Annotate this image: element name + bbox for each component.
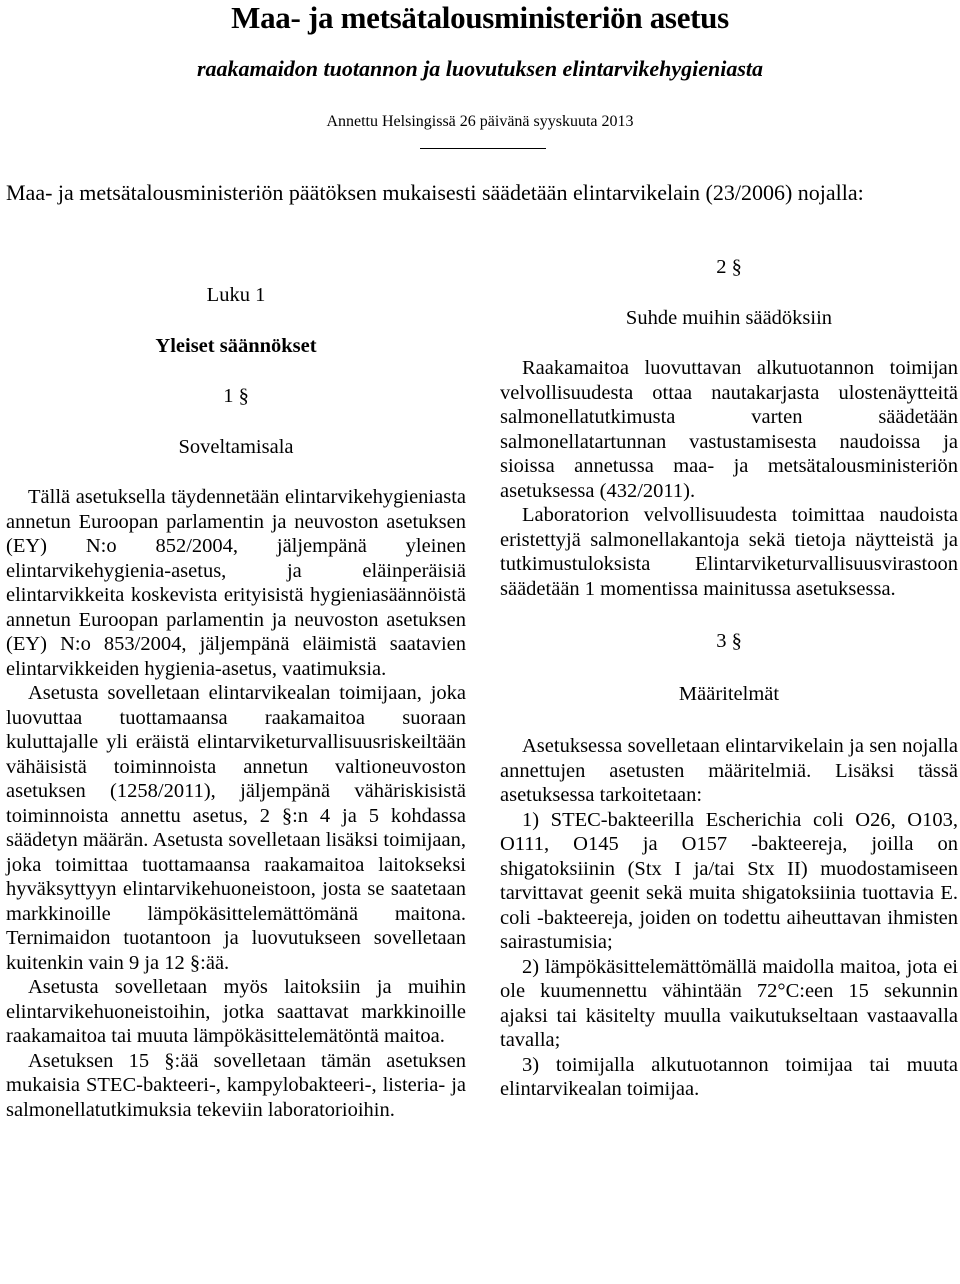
right-column bbox=[500, 255, 958, 1102]
section-2-paragraph-2: Laboratorion velvollisuudesta toimittaa naudoista eristettyjä salmonellakantoja sekä tietoja näytteistä ja tutkimustuloksista Elintarviketurvallisuusvirastoon säädetään 1 momentissa mainitussa asetuksessa. bbox=[500, 504, 958, 600]
definition-item-1: 1) STEC-bakteerilla Escherichia coli O26, O103, O111, O145 ja O157 -bakteereja, joilla on shigatoksiinin (Stx I ja/tai Stx II) muodostamiseen tarvittavat geenit sekä muita shigatoksiinia tuottavia E. coli -bakteereja, joiden on todettu aiheuttavan ihmisten sairastumisia; bbox=[500, 808, 958, 953]
section-2-number: 2 § bbox=[716, 256, 742, 278]
definition-item-2: 2) lämpökäsittelemättömällä maidolla maitoa, jota ei ole kuumennettu vähintään 72°C:een 15 sekunnin ajaksi tai käsitelty muulla vaikutukseltaan vastaavalla tavalla; bbox=[500, 955, 958, 1051]
section-2-paragraph-1: Raakamaitoa luovuttavan alkutuotannon toimijan velvollisuudesta ottaa nautakarjasta ulostenäytteitä salmonellatutkimusta varten säädetään salmonellatartunnan vastustamisesta naudoissa ja sioissa annetussa maa- ja metsätalousministeriön asetuksessa (432/2011). bbox=[500, 357, 958, 502]
section-1-paragraph-2: Asetusta sovelletaan elintarvikealan toimijaan, joka luovuttaa tuottamaansa raakamaitoa suoraan kuluttajalle yli eräistä elintarviketurvallisuusriskeiltään vähäisistä toiminnoista annetun valtioneuvoston asetuksen (1258/2011), jäljempänä vähäriskisistä toiminnoista annettu asetus, 2 §:n 4 ja 5 kohdassa säädetyn määrän. Asetusta sovelletaan lisäksi toimijaan, joka toimittaa tuottamaansa raakamaitoa laitokseksi hyväksyttyyn elintarvikehuoneistoon, josta se saatetaan markkinoille lämpökäsittelemättömänä maitona. Ternimaidon tuotantoon ja luovutukseen sovelletaan kuitenkin vain 9 ja 12 §:ää. bbox=[6, 682, 466, 974]
section-1-title: Soveltamisala bbox=[178, 435, 294, 458]
document-subtitle: raakamaidon tuotannon ja luovutuksen elintarvikehygieniasta bbox=[197, 56, 763, 81]
section-1-paragraph-1: Tällä asetuksella täydennetään elintarvikehygieniasta annetun Euroopan parlamentin ja neuvoston asetuksen (EY) N:o 852/2004, jäljempänä yleinen elintarvikehygienia-asetus, ja eläinperäisiä elintarvikkeita koskevista erityisistä hygieniasäännöistä annetun Euroopan parlamentin ja neuvoston asetuksen (EY) N:o 853/2004, jäljempänä eläimistä saatavien elintarvikkeiden hygienia-asetus, vaatimuksia. bbox=[6, 486, 466, 680]
section-3-paragraph: Asetuksessa sovelletaan elintarvikelain ja sen nojalla annettujen asetusten määritelmiä. Lisäksi tässä asetuksessa tarkoitetaan: bbox=[500, 735, 958, 806]
section-2-title: Suhde muihin säädöksiin bbox=[625, 306, 833, 329]
section-3-title: Määritelmät bbox=[678, 682, 780, 705]
definition-item-3: 3) toimijalla alkutuotannon toimijaa tai muuta elintarvikealan toimijaa. bbox=[500, 1053, 958, 1100]
section-1-number: 1 § bbox=[223, 385, 249, 407]
section-3-number: 3 § bbox=[716, 630, 742, 652]
section-1-paragraph-3: Asetusta sovelletaan myös laitoksiin ja muihin elintarvikehuoneistoihin, jotka saattavat markkinoille raakamaitoa tai muuta lämpökäsittelemätöntä maitoa. bbox=[6, 976, 466, 1047]
preamble: Maa- ja metsätalousministeriön päätöksen mukaisesti säädetään elintarvikelain (23/2006) nojalla: bbox=[6, 180, 864, 205]
document-title: Maa- ja metsätalousministeriön asetus bbox=[231, 0, 729, 35]
divider bbox=[420, 148, 546, 149]
chapter-title: Yleiset säännökset bbox=[155, 334, 317, 357]
chapter-number: Luku 1 bbox=[206, 284, 266, 306]
issued-date: Annettu Helsingissä 26 päivänä syyskuuta 2013 bbox=[326, 113, 634, 130]
section-1-paragraph-4: Asetuksen 15 §:ää sovelletaan tämän asetuksen mukaisia STEC-bakteeri-, kampylobakteeri-, listeria- ja salmonellatutkimuksia tekeviin laboratorioihin. bbox=[6, 1049, 466, 1121]
left-column bbox=[6, 283, 466, 1122]
